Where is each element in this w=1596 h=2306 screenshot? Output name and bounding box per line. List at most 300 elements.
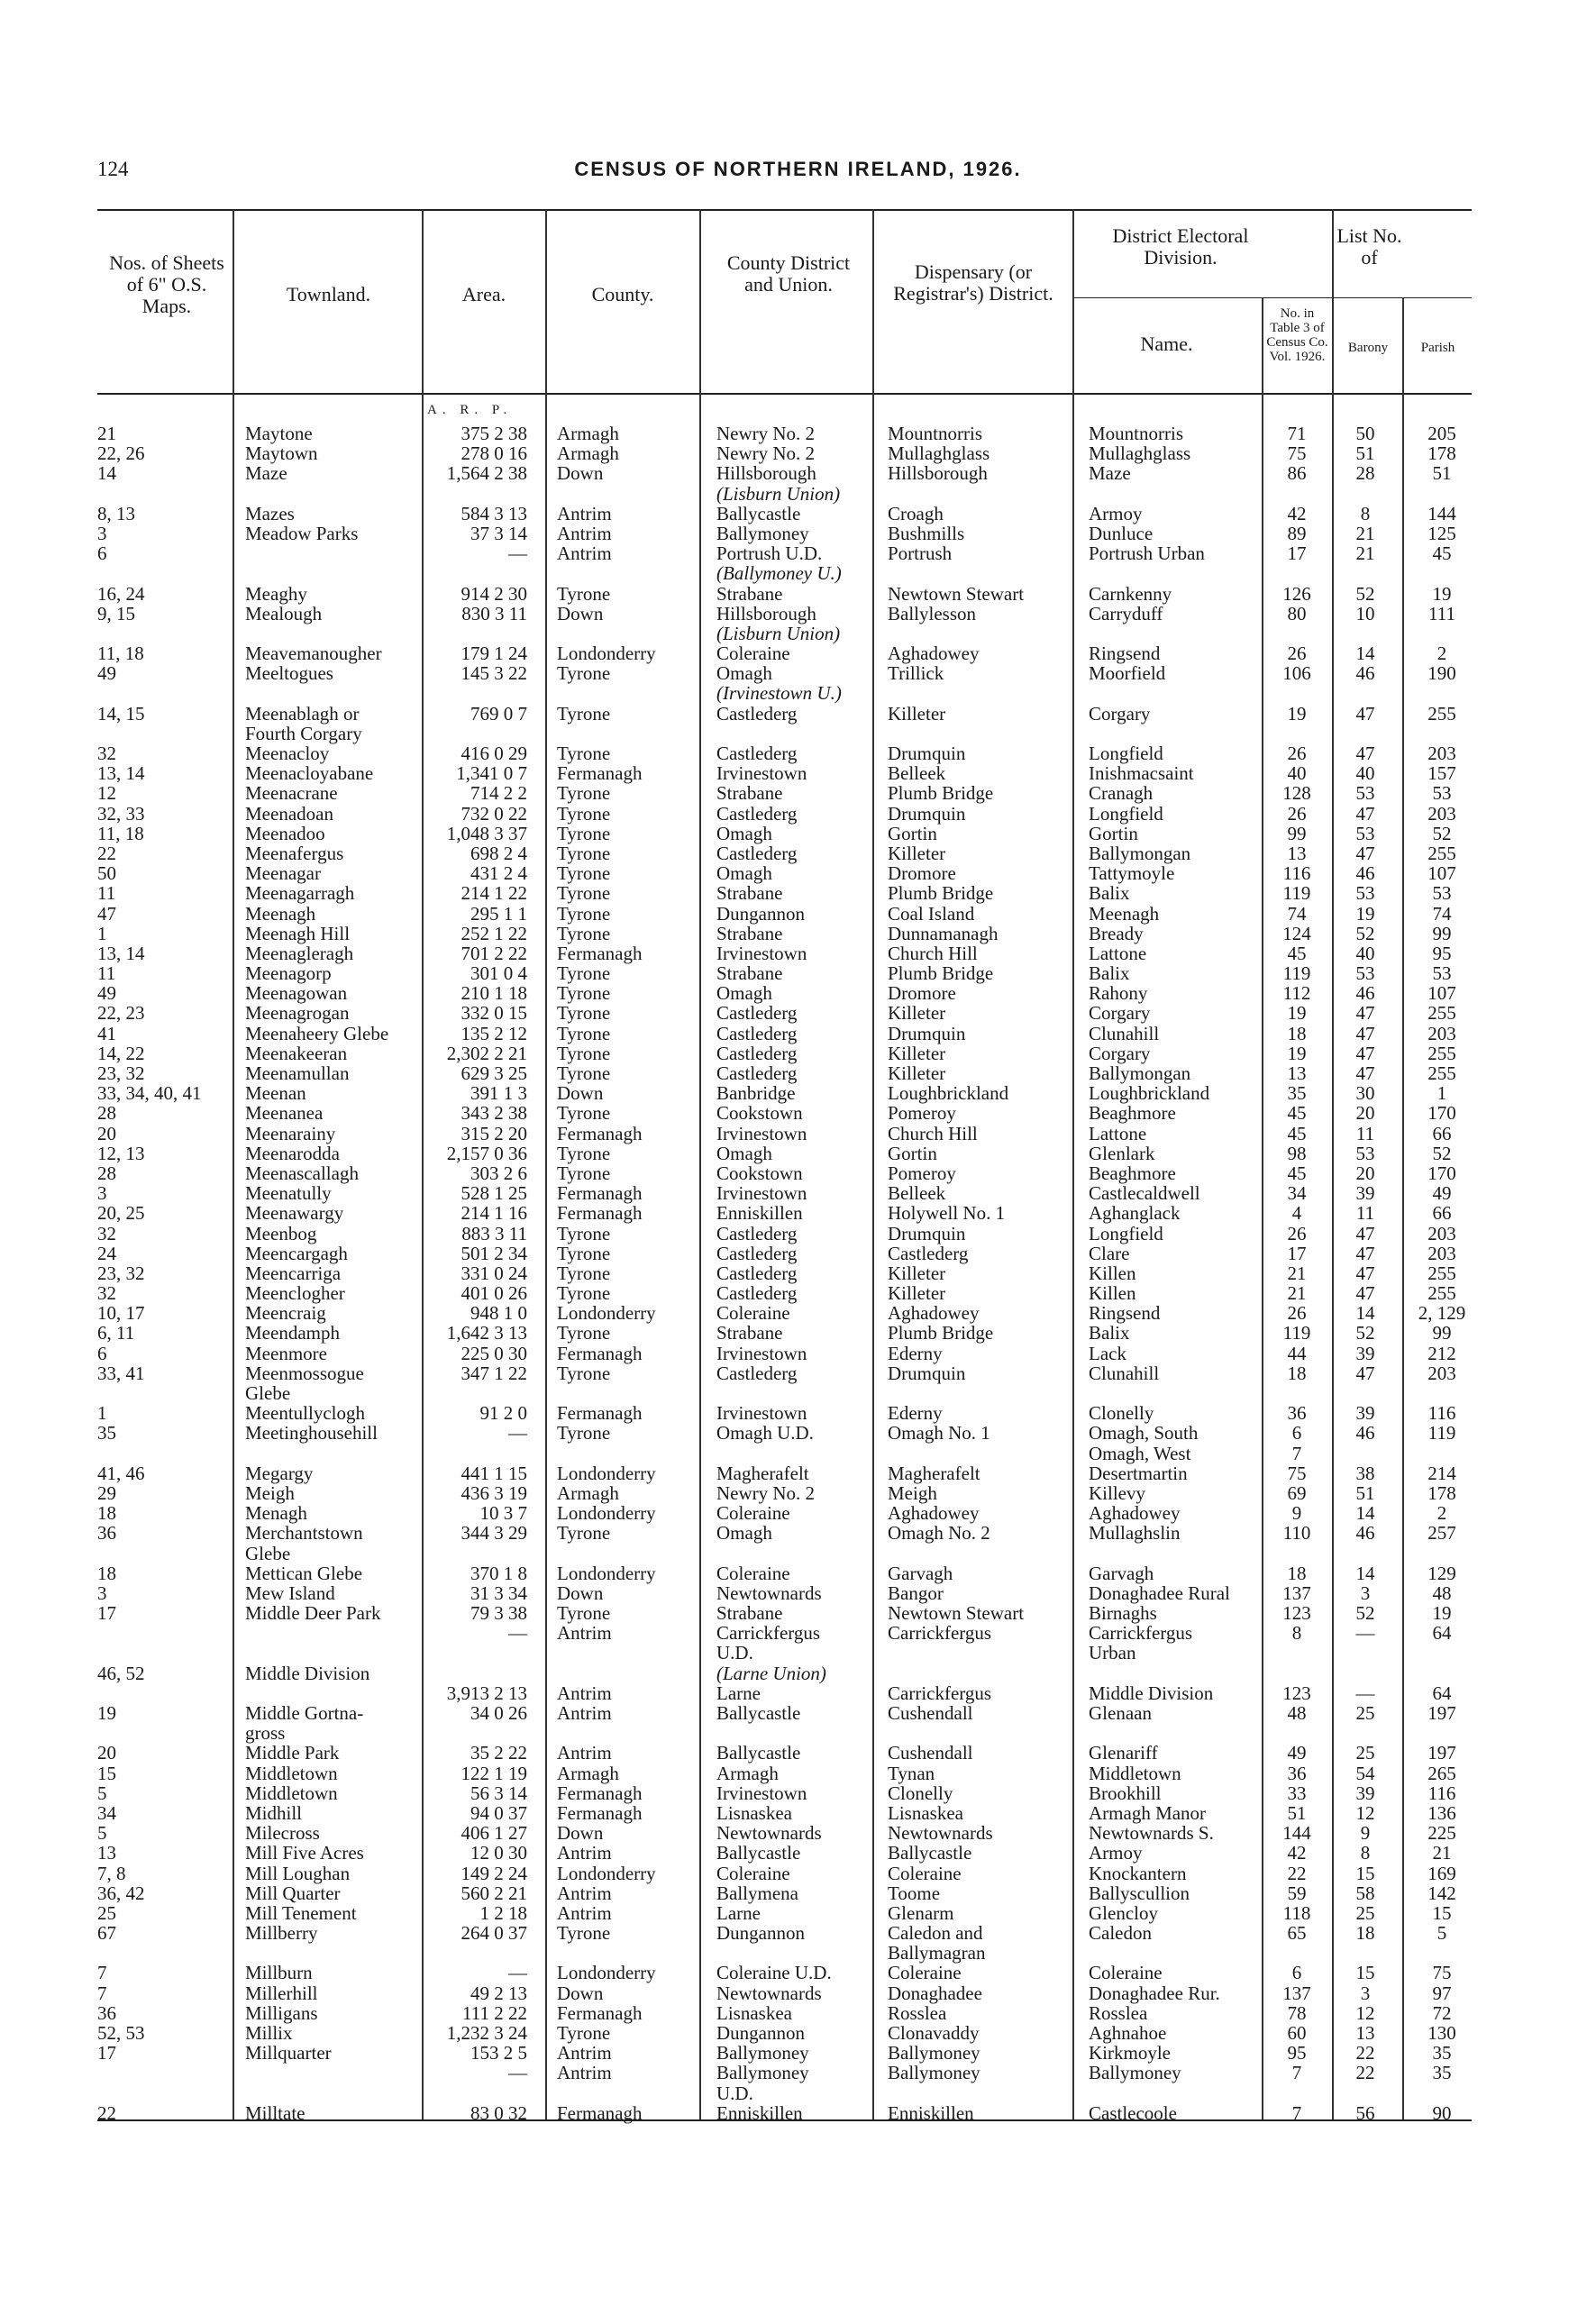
dispensary-cell: Rosslea bbox=[888, 2001, 947, 2024]
dispensary-cell: Carrickfergus bbox=[888, 1682, 992, 1704]
table3-cell: 26 bbox=[1287, 643, 1307, 665]
dispensary-cell: Coal Island bbox=[888, 902, 975, 925]
barony-cell: 47 bbox=[1355, 743, 1375, 764]
district-cell: Strabane bbox=[716, 962, 783, 985]
table-row bbox=[0, 1063, 1596, 1083]
area-cell: 584 3 13 bbox=[461, 502, 527, 524]
county-cell: Tyrone bbox=[557, 1602, 611, 1625]
parish-cell: 95 bbox=[1432, 942, 1452, 964]
parish-cell: 157 bbox=[1427, 762, 1456, 785]
barony-cell: 58 bbox=[1355, 1882, 1375, 1904]
area-cell: 31 3 34 bbox=[470, 1581, 527, 1604]
table3-cell: 8 bbox=[1291, 1622, 1302, 1645]
district-cell: Larne bbox=[716, 1682, 761, 1704]
table-row bbox=[0, 743, 1596, 763]
barony-cell: 47 bbox=[1355, 1362, 1375, 1384]
townland-cell: Meeltogues bbox=[245, 662, 333, 685]
dispensary-cell: Coleraine bbox=[888, 1962, 962, 1984]
table-row bbox=[0, 663, 1596, 683]
barony-cell: 20 bbox=[1355, 1162, 1375, 1184]
table3-cell: 44 bbox=[1287, 1342, 1307, 1364]
townland-cell: Meencargagh bbox=[245, 1242, 348, 1264]
district-cell: Omagh U.D. bbox=[716, 1422, 814, 1445]
dispensary-cell: Ederny bbox=[888, 1402, 943, 1425]
barony-cell: 50 bbox=[1355, 423, 1375, 444]
subheader-rule bbox=[1072, 297, 1472, 298]
dispensary-cell: Plumb Bridge bbox=[888, 882, 994, 905]
table3-cell: 144 bbox=[1282, 1822, 1311, 1845]
county-cell: Tyrone bbox=[557, 822, 611, 844]
col-list-header: List No. of bbox=[1336, 224, 1402, 269]
barony-cell: 47 bbox=[1355, 1002, 1375, 1025]
area-cell: — bbox=[508, 1422, 527, 1445]
ded-name-cell: Aghnahoe bbox=[1089, 2022, 1167, 2044]
county-cell: Tyrone bbox=[557, 1042, 611, 1064]
county-cell: Down bbox=[557, 1822, 604, 1845]
sheets-cell: 25 bbox=[97, 1901, 116, 1924]
county-cell: Tyrone bbox=[557, 1242, 611, 1264]
parish-cell: 129 bbox=[1427, 1562, 1456, 1584]
townland-cell: Meenadoo bbox=[245, 822, 325, 844]
townland-cell: Meenatully bbox=[245, 1182, 332, 1205]
sheets-cell: 22, 23 bbox=[97, 1002, 145, 1025]
parish-cell: 90 bbox=[1432, 2101, 1452, 2124]
district-cell: Irvinestown bbox=[716, 1342, 807, 1364]
table3-cell: 95 bbox=[1287, 2042, 1307, 2064]
col-ded-header: District Electoral Division. bbox=[1112, 224, 1249, 269]
parish-cell: 2, 129 bbox=[1418, 1302, 1466, 1325]
table-row bbox=[0, 1563, 1596, 1583]
sheets-cell: 23, 32 bbox=[97, 1062, 145, 1084]
dispensary-cell: Croagh bbox=[888, 502, 944, 524]
townland-cell: Middle Park bbox=[245, 1742, 340, 1764]
district-cell: Castlederg bbox=[716, 1042, 798, 1064]
table-row bbox=[0, 1244, 1596, 1263]
dispensary-cell: Ederny bbox=[888, 1342, 943, 1364]
sheets-cell: 19 bbox=[97, 1702, 116, 1724]
townland-cell: Millquarter bbox=[245, 2042, 332, 2064]
sheets-cell: 13, 14 bbox=[97, 762, 145, 785]
page-number: 124 bbox=[97, 158, 129, 180]
district-cell: Hillsborough bbox=[716, 462, 816, 485]
district-cell: Cookstown bbox=[716, 1102, 803, 1125]
ded-name-cell: Gortin bbox=[1089, 822, 1138, 844]
sheets-cell: 14 bbox=[97, 462, 116, 485]
parish-cell: 203 bbox=[1427, 802, 1456, 825]
sheets-cell: 3 bbox=[97, 1581, 107, 1604]
table-row bbox=[0, 1403, 1596, 1423]
table-row bbox=[0, 1024, 1596, 1044]
county-cell: Londonderry bbox=[557, 1502, 656, 1525]
county-cell: Londonderry bbox=[557, 1962, 656, 1984]
barony-cell: 51 bbox=[1355, 1481, 1375, 1504]
table-row bbox=[0, 1203, 1596, 1223]
area-cell: 94 0 37 bbox=[470, 1801, 527, 1824]
sheets-cell: 6 bbox=[97, 1342, 107, 1364]
table-row bbox=[0, 1723, 1596, 1743]
barony-cell: 39 bbox=[1355, 1402, 1375, 1425]
dispensary-cell: Newtown Stewart bbox=[888, 582, 1025, 605]
table-row bbox=[0, 1663, 1596, 1683]
table-row bbox=[0, 1323, 1596, 1343]
district-cell: Ballymoney bbox=[716, 522, 809, 544]
ded-name-cell: Knockantern bbox=[1089, 1862, 1187, 1884]
district-cell: Coleraine U.D. bbox=[716, 1962, 832, 1984]
townland-cell: Meenmore bbox=[245, 1342, 327, 1364]
sheets-cell: 28 bbox=[97, 1162, 116, 1184]
dispensary-cell: Aghadowey bbox=[888, 1302, 980, 1325]
ded-name-cell: Aghadowey bbox=[1089, 1502, 1181, 1525]
table-row bbox=[0, 1903, 1596, 1923]
county-cell: Down bbox=[557, 1082, 604, 1105]
county-cell: Tyrone bbox=[557, 1282, 611, 1305]
parish-cell: 197 bbox=[1427, 1742, 1456, 1764]
area-cell: 37 3 14 bbox=[470, 522, 527, 544]
county-cell: Londonderry bbox=[557, 643, 656, 665]
townland-cell: Meenmossogue bbox=[245, 1362, 364, 1384]
table3-cell: 65 bbox=[1287, 1922, 1307, 1945]
parish-cell: 49 bbox=[1432, 1182, 1452, 1205]
table-row bbox=[0, 724, 1596, 743]
ded-name-cell: Lattone bbox=[1089, 1122, 1147, 1144]
area-cell: 135 2 12 bbox=[461, 1022, 527, 1044]
table-row bbox=[0, 1163, 1596, 1183]
district-cell: Newtownards bbox=[716, 1581, 822, 1604]
area-cell: 214 1 16 bbox=[461, 1202, 527, 1225]
county-cell: Tyrone bbox=[557, 862, 611, 885]
table3-cell: 74 bbox=[1287, 902, 1307, 925]
district-cell: Omagh bbox=[716, 1522, 772, 1545]
barony-cell: 47 bbox=[1355, 1062, 1375, 1084]
table-row bbox=[0, 1124, 1596, 1144]
sheets-cell: 15 bbox=[97, 1762, 116, 1784]
sheets-cell: 29 bbox=[97, 1481, 116, 1504]
area-cell: 10 3 7 bbox=[479, 1502, 527, 1525]
ded-name-cell: Caledon bbox=[1089, 1922, 1152, 1945]
ded-name-cell: Armoy bbox=[1089, 1842, 1143, 1864]
table-row bbox=[0, 2023, 1596, 2043]
table3-cell: 137 bbox=[1282, 1581, 1311, 1604]
county-cell: Tyrone bbox=[557, 743, 611, 764]
county-cell: Fermanagh bbox=[557, 1122, 643, 1144]
dispensary-cell: Drumquin bbox=[888, 802, 966, 825]
county-cell: Antrim bbox=[557, 542, 612, 565]
townland-cell: Meenafergus bbox=[245, 842, 344, 864]
table-row bbox=[0, 1303, 1596, 1323]
sheets-cell: 14, 22 bbox=[97, 1042, 145, 1064]
ded-name-cell: Balix bbox=[1089, 962, 1130, 985]
col-table3-header: No. in Table 3 of Census Co. Vol. 1926. bbox=[1266, 306, 1328, 364]
barony-cell: 21 bbox=[1355, 542, 1375, 565]
parish-cell: 203 bbox=[1427, 1242, 1456, 1264]
dispensary-cell: Drumquin bbox=[888, 1362, 966, 1384]
table3-cell: 48 bbox=[1287, 1702, 1307, 1724]
sheets-cell: 11, 18 bbox=[97, 822, 144, 844]
table3-cell: 75 bbox=[1287, 442, 1307, 465]
dispensary-cell: Dunnamanagh bbox=[888, 922, 999, 944]
county-cell: Fermanagh bbox=[557, 1342, 643, 1364]
dispensary-cell: Mullaghglass bbox=[888, 442, 990, 465]
table3-cell: 80 bbox=[1287, 602, 1307, 624]
townland-cell: Meentullyclogh bbox=[245, 1402, 365, 1425]
ded-name-cell: Desertmartin bbox=[1089, 1462, 1188, 1484]
parish-cell: 116 bbox=[1427, 1782, 1456, 1804]
ded-name-cell: Donaghadee Rur. bbox=[1089, 1982, 1220, 2004]
county-cell: Fermanagh bbox=[557, 2001, 643, 2024]
barony-cell: 14 bbox=[1355, 1302, 1375, 1325]
table3-cell: 13 bbox=[1287, 842, 1307, 864]
table-row bbox=[0, 843, 1596, 863]
ded-name-cell: Newtownards S. bbox=[1089, 1822, 1214, 1845]
parish-cell: 99 bbox=[1432, 1322, 1452, 1344]
table3-cell: 21 bbox=[1287, 1282, 1307, 1305]
townland-cell: Meavemanougher bbox=[245, 643, 382, 665]
table3-cell: 42 bbox=[1287, 502, 1307, 524]
district-cell: Castlederg bbox=[716, 1242, 798, 1264]
county-cell: Tyrone bbox=[557, 922, 611, 944]
ded-name-cell: Mullaghslin bbox=[1089, 1522, 1181, 1545]
table3-cell: 40 bbox=[1287, 762, 1307, 785]
townland-cell: Meenan bbox=[245, 1082, 306, 1105]
table3-cell: 78 bbox=[1287, 2001, 1307, 2024]
ded-name-cell: Donaghadee Rural bbox=[1089, 1581, 1230, 1604]
ded-name-cell: Maze bbox=[1089, 462, 1131, 485]
table3-cell: 110 bbox=[1282, 1522, 1311, 1545]
sheets-cell: 18 bbox=[97, 1502, 116, 1525]
area-cell: 225 0 30 bbox=[461, 1342, 527, 1364]
townland-cell: Meenbog bbox=[245, 1222, 317, 1244]
area-cell: 83 0 32 bbox=[470, 2101, 527, 2124]
district-cell: Banbridge bbox=[716, 1082, 796, 1105]
dispensary-cell: Dromore bbox=[888, 982, 956, 1005]
dispensary-cell: Killeter bbox=[888, 1062, 946, 1084]
table-row bbox=[0, 1703, 1596, 1723]
county-cell: Tyrone bbox=[557, 1222, 611, 1244]
townland-cell: Middle Gortna- bbox=[245, 1702, 364, 1724]
townland-cell: Glebe bbox=[245, 1382, 291, 1404]
table-row bbox=[0, 904, 1596, 924]
sheets-cell: 20 bbox=[97, 1742, 116, 1764]
table-row bbox=[0, 1463, 1596, 1483]
barony-cell: 46 bbox=[1355, 982, 1375, 1005]
parish-cell: 51 bbox=[1432, 462, 1452, 485]
area-cell: 35 2 22 bbox=[470, 1742, 527, 1764]
barony-cell: 15 bbox=[1355, 1862, 1375, 1884]
parish-cell: 64 bbox=[1432, 1622, 1452, 1645]
dispensary-cell: Tynan bbox=[888, 1762, 935, 1784]
barony-cell: 47 bbox=[1355, 1262, 1375, 1284]
county-cell: Antrim bbox=[557, 1622, 612, 1645]
county-cell: Down bbox=[557, 1581, 604, 1604]
parish-cell: 203 bbox=[1427, 743, 1456, 764]
ded-name-cell: Armoy bbox=[1089, 502, 1143, 524]
sheets-cell: 13, 14 bbox=[97, 942, 145, 964]
ded-name-cell: Omagh, West bbox=[1089, 1442, 1191, 1464]
parish-cell: 125 bbox=[1427, 522, 1456, 544]
table-body bbox=[0, 424, 1596, 2123]
ded-name-cell: Brookhill bbox=[1089, 1782, 1162, 1804]
sheets-cell: 5 bbox=[97, 1782, 107, 1804]
county-cell: Fermanagh bbox=[557, 762, 643, 785]
ded-name-cell: Omagh, South bbox=[1089, 1422, 1199, 1445]
county-cell: Antrim bbox=[557, 1682, 612, 1704]
townland-cell: Meenacrane bbox=[245, 782, 338, 805]
sheets-cell: 17 bbox=[97, 2042, 116, 2064]
district-cell: Newry No. 2 bbox=[716, 423, 816, 444]
sheets-cell: 14, 15 bbox=[97, 702, 145, 725]
area-cell: 1,341 0 7 bbox=[456, 762, 527, 785]
county-cell: Antrim bbox=[557, 502, 612, 524]
area-cell: 701 2 22 bbox=[461, 942, 527, 964]
barony-cell: 20 bbox=[1355, 1102, 1375, 1125]
district-cell: Dungannon bbox=[716, 1922, 805, 1945]
district-cell: Coleraine bbox=[716, 643, 790, 665]
dispensary-cell: Clonavaddy bbox=[888, 2022, 980, 2044]
table-row bbox=[0, 1503, 1596, 1523]
townland-cell: Megargy bbox=[245, 1462, 314, 1484]
county-cell: Fermanagh bbox=[557, 1182, 643, 1205]
table-row bbox=[0, 2043, 1596, 2063]
parish-cell: 66 bbox=[1432, 1122, 1452, 1144]
col-county-header: County. bbox=[591, 283, 654, 305]
dispensary-cell: Hillsborough bbox=[888, 462, 988, 485]
sheets-cell: 24 bbox=[97, 1242, 116, 1264]
table3-cell: 22 bbox=[1287, 1862, 1307, 1884]
table-row bbox=[0, 1544, 1596, 1563]
ded-name-cell: Balix bbox=[1089, 882, 1130, 905]
county-cell: Antrim bbox=[557, 1842, 612, 1864]
parish-cell: 178 bbox=[1427, 1481, 1456, 1504]
parish-cell: 190 bbox=[1427, 662, 1456, 685]
parish-cell: 15 bbox=[1432, 1901, 1452, 1924]
ded-name-cell: Meenagh bbox=[1089, 902, 1160, 925]
district-cell: Irvinestown bbox=[716, 1402, 807, 1425]
ded-name-cell: Ballyscullion bbox=[1089, 1882, 1190, 1904]
parish-cell: 1 bbox=[1436, 1082, 1447, 1105]
county-cell: Tyrone bbox=[557, 1022, 611, 1044]
table-row bbox=[0, 1523, 1596, 1543]
county-cell: Tyrone bbox=[557, 1262, 611, 1284]
area-cell: 153 2 5 bbox=[470, 2042, 527, 2064]
table3-cell: 19 bbox=[1287, 1002, 1307, 1025]
area-cell: 441 1 15 bbox=[461, 1462, 527, 1484]
barony-cell: 47 bbox=[1355, 1242, 1375, 1264]
table3-cell: 36 bbox=[1287, 1402, 1307, 1425]
dispensary-cell: Magherafelt bbox=[888, 1462, 980, 1484]
dispensary-cell: Lisnaskea bbox=[888, 1801, 963, 1824]
table-row bbox=[0, 2003, 1596, 2023]
area-units: A. R. P. bbox=[427, 403, 513, 417]
table3-cell: 42 bbox=[1287, 1842, 1307, 1864]
table3-cell: 45 bbox=[1287, 942, 1307, 964]
townland-cell: Meenascallagh bbox=[245, 1162, 359, 1184]
table3-cell: 26 bbox=[1287, 743, 1307, 764]
parish-cell: 52 bbox=[1432, 822, 1452, 844]
barony-cell: 40 bbox=[1355, 762, 1375, 785]
townland-cell: Meendamph bbox=[245, 1322, 340, 1344]
ded-name-cell: Beaghmore bbox=[1089, 1102, 1176, 1125]
area-cell: 1,232 3 24 bbox=[446, 2022, 527, 2044]
area-cell: 49 2 13 bbox=[470, 1982, 527, 2004]
county-cell: Antrim bbox=[557, 1742, 612, 1764]
sheets-cell: 36 bbox=[97, 1522, 116, 1545]
barony-cell: 56 bbox=[1355, 2101, 1375, 2124]
district-cell: Castlederg bbox=[716, 743, 798, 764]
table3-cell: 60 bbox=[1287, 2022, 1307, 2044]
district-cell: Portrush U.D. bbox=[716, 542, 823, 565]
sheets-cell: 32 bbox=[97, 1282, 116, 1305]
dispensary-cell: Ballymoney bbox=[888, 2062, 980, 2084]
district-cell: Ballymoney bbox=[716, 2042, 809, 2064]
townland-cell: Meenaheery Glebe bbox=[245, 1022, 389, 1044]
table-row bbox=[0, 1044, 1596, 1063]
county-cell: Down bbox=[557, 462, 604, 485]
area-cell: — bbox=[508, 1622, 527, 1645]
barony-cell: 52 bbox=[1355, 582, 1375, 605]
ded-name-cell: Carnkenny bbox=[1089, 582, 1172, 605]
dispensary-cell: Church Hill bbox=[888, 942, 978, 964]
barony-cell: 46 bbox=[1355, 862, 1375, 885]
district-cell: Irvinestown bbox=[716, 1122, 807, 1144]
table-row bbox=[0, 484, 1596, 504]
barony-cell: 21 bbox=[1355, 522, 1375, 544]
ded-name-cell: Ringsend bbox=[1089, 643, 1161, 665]
district-cell: Castlederg bbox=[716, 1362, 798, 1384]
townland-cell: Millerhill bbox=[245, 1982, 318, 2004]
barony-cell: 25 bbox=[1355, 1702, 1375, 1724]
townland-cell: Mill Quarter bbox=[245, 1882, 341, 1904]
sheets-cell: 13 bbox=[97, 1842, 116, 1864]
area-cell: 883 3 11 bbox=[461, 1222, 527, 1244]
townland-cell: Meenagowan bbox=[245, 982, 348, 1005]
sheets-cell: 33, 41 bbox=[97, 1362, 145, 1384]
dispensary-cell: Newtown Stewart bbox=[888, 1602, 1025, 1625]
townland-cell: Milligans bbox=[245, 2001, 318, 2024]
county-cell: Londonderry bbox=[557, 1862, 656, 1884]
townland-cell: Fourth Corgary bbox=[245, 722, 362, 744]
district-cell: Ballymena bbox=[716, 1882, 798, 1904]
col-townland-header: Townland. bbox=[286, 283, 371, 305]
townland-cell: Middle Division bbox=[245, 1662, 370, 1684]
area-cell: 436 3 19 bbox=[461, 1481, 527, 1504]
dispensary-cell: Trillick bbox=[888, 662, 944, 685]
sheets-cell: 17 bbox=[97, 1602, 116, 1625]
townland-cell: Meadow Parks bbox=[245, 522, 359, 544]
townland-cell: Meencraig bbox=[245, 1302, 326, 1325]
dispensary-cell: Killeter bbox=[888, 1282, 946, 1305]
table-row bbox=[0, 2063, 1596, 2083]
area-cell: 416 0 29 bbox=[461, 743, 527, 764]
district-cell: Omagh bbox=[716, 982, 772, 1005]
townland-cell: Glebe bbox=[245, 1542, 291, 1564]
barony-cell: 47 bbox=[1355, 802, 1375, 825]
dispensary-cell: Loughbrickland bbox=[888, 1082, 1009, 1105]
district-cell: Larne bbox=[716, 1901, 761, 1924]
ded-name-cell: Killevy bbox=[1089, 1481, 1145, 1504]
parish-cell: 97 bbox=[1432, 1982, 1452, 2004]
district-cell: Ballycastle bbox=[716, 502, 801, 524]
parish-cell: 255 bbox=[1427, 1062, 1456, 1084]
district-cell: Coleraine bbox=[716, 1862, 790, 1884]
district-cell: Irvinestown bbox=[716, 1782, 807, 1804]
sheets-cell: 9, 15 bbox=[97, 602, 135, 624]
ded-name-cell: Clonelly bbox=[1089, 1402, 1154, 1425]
district-cell: Dungannon bbox=[716, 2022, 805, 2044]
ded-name-cell: Clunahill bbox=[1089, 1362, 1160, 1384]
dispensary-cell: Killeter bbox=[888, 1262, 946, 1284]
district-cell: Ballycastle bbox=[716, 1742, 801, 1764]
table-row bbox=[0, 1383, 1596, 1403]
